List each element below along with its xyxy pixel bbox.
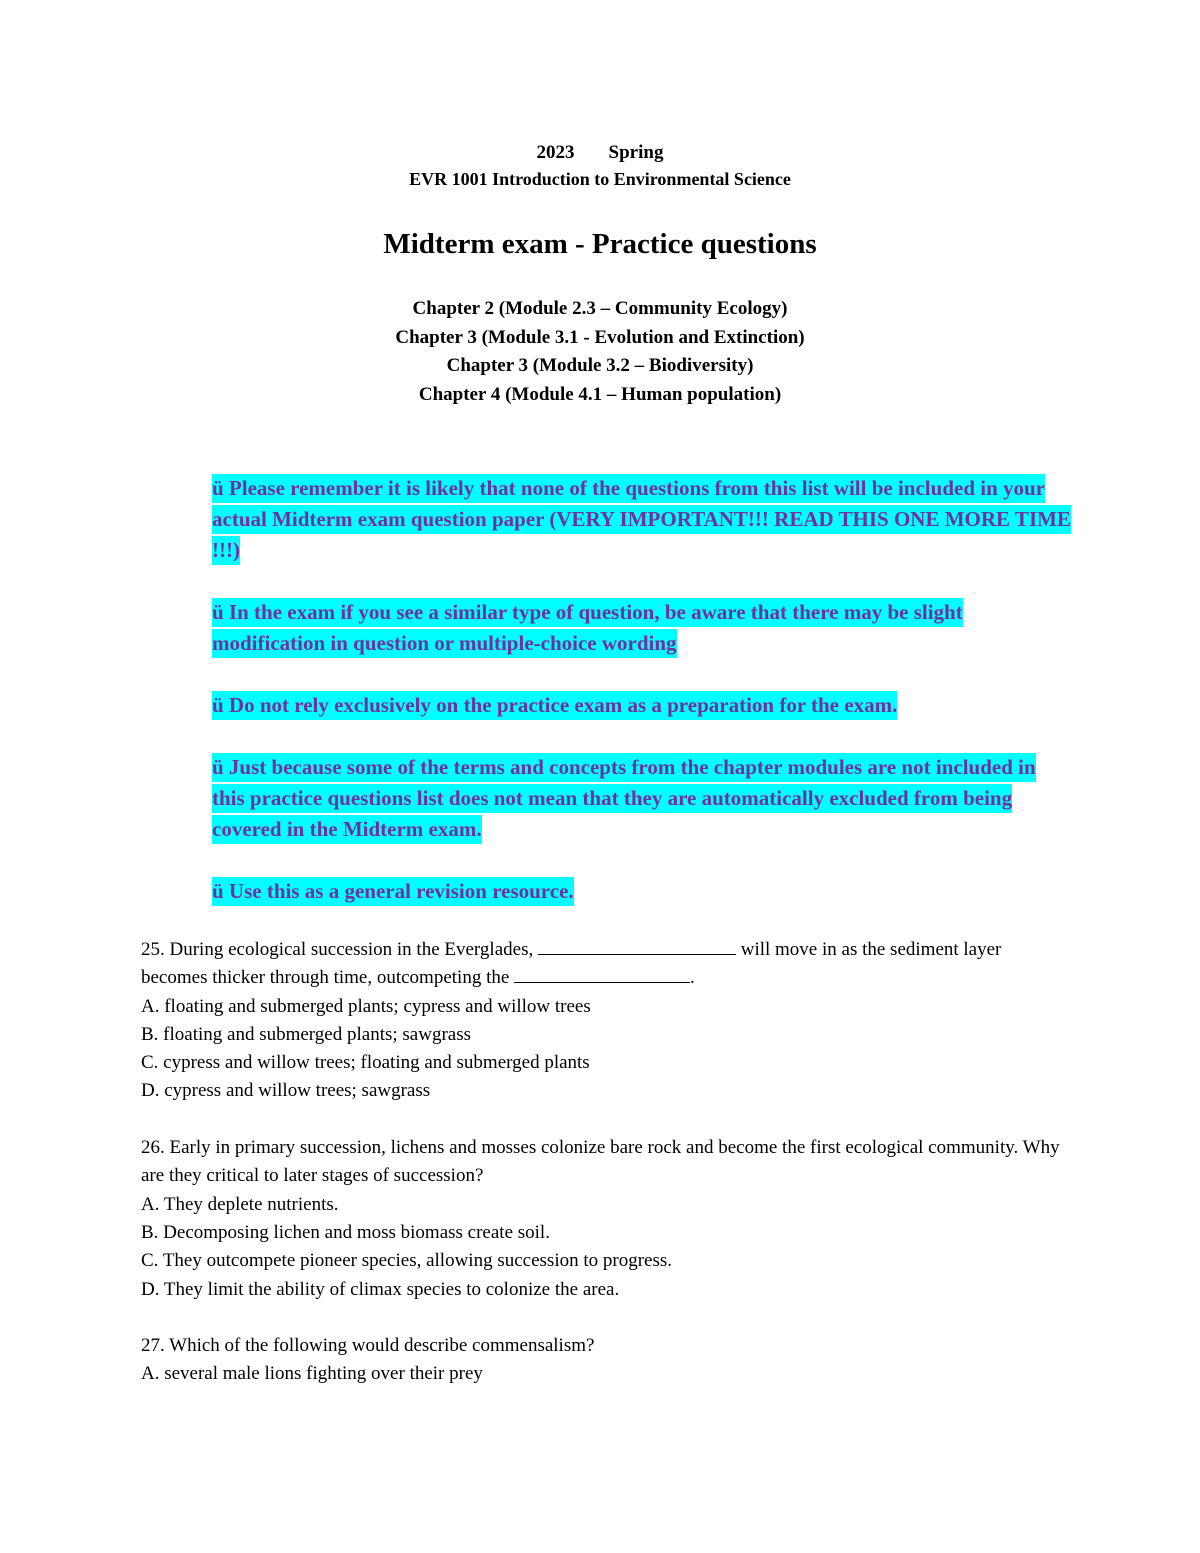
answer-option: A. floating and submerged plants; cypress and willow trees — [141, 995, 591, 1017]
note-highlight: ü Just because some of the terms and concepts from the chapter modules are not included in this practice questions list does not mean that they are automatically excluded from being covered in the Midterm exam. — [212, 753, 1036, 844]
chapter-item: Chapter 4 (Module 4.1 – Human population) — [418, 383, 782, 405]
term-text: Spring — [608, 142, 664, 163]
question-25 — [141, 936, 1061, 1106]
note-highlight: ü Use this as a general revision resource. — [212, 877, 574, 906]
answer-blank — [538, 936, 736, 955]
answer-option: C. cypress and willow trees; floating and submerged plants — [141, 1052, 590, 1074]
note-item — [212, 597, 1072, 659]
answer-option: B. floating and submerged plants; sawgrass — [141, 1023, 471, 1045]
year-text: 2023 — [536, 142, 575, 163]
answer-option: A. several male lions fighting over their prey — [141, 1363, 483, 1385]
chapter-item: Chapter 3 (Module 3.1 - Evolution and Extinction) — [395, 326, 805, 348]
question-list — [141, 936, 1061, 1417]
question-27 — [141, 1332, 1061, 1389]
question-stem: 25. During ecological succession in the Everglades, will move in as the sediment layer becomes thicker through time, outcompeting the . — [141, 936, 1061, 993]
answer-option: C. They outcompete pioneer species, allowing succession to progress. — [141, 1250, 672, 1272]
term-line — [0, 140, 1200, 166]
answer-blank — [514, 964, 690, 983]
question-26 — [141, 1134, 1061, 1304]
answer-option: D. They limit the ability of climax species to colonize the area. — [141, 1278, 620, 1300]
chapter-list — [0, 295, 1200, 409]
important-notes — [212, 473, 1072, 938]
note-highlight: ü Do not rely exclusively on the practice exam as a preparation for the exam. — [212, 691, 897, 720]
answer-option: D. cypress and willow trees; sawgrass — [141, 1080, 431, 1102]
answer-option: A. They deplete nutrients. — [141, 1193, 339, 1215]
course-header — [0, 140, 1200, 192]
question-stem: 27. Which of the following would describe commensalism? — [141, 1335, 595, 1357]
note-item — [212, 752, 1072, 845]
note-item — [212, 473, 1072, 566]
page-title: Midterm exam - Practice questions — [383, 228, 817, 260]
answer-option: B. Decomposing lichen and moss biomass create soil. — [141, 1221, 550, 1243]
chapter-item: Chapter 2 (Module 2.3 – Community Ecology) — [412, 298, 788, 319]
note-highlight: ü Please remember it is likely that none of the questions from this list will be included in your actual Midterm exam question paper (VERY IMPORTANT!!! READ THIS ONE MORE TIME !!!) — [212, 474, 1071, 565]
note-highlight: ü In the exam if you see a similar type of question, be aware that there may be slight modification in question or multiple-choice wording — [212, 598, 963, 658]
chapter-item: Chapter 3 (Module 3.2 – Biodiversity) — [446, 355, 754, 376]
question-stem: 26. Early in primary succession, lichens and mosses colonize bare rock and become the first ecological community. Why are they critical to later stages of succession? — [141, 1137, 1060, 1187]
course-title: EVR 1001 Introduction to Environmental Science — [409, 169, 791, 189]
note-item — [212, 690, 1072, 721]
note-item — [212, 876, 1072, 907]
